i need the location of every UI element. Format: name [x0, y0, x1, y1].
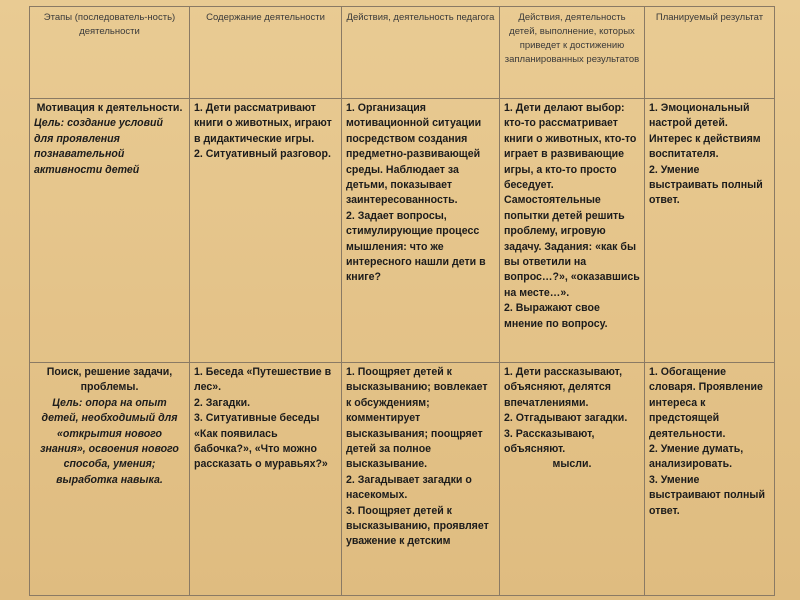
content-item: 2. Ситуативный разговор. [194, 148, 331, 161]
children-item: 2. Отгадывают загадки. [504, 412, 628, 425]
result-cell [645, 99, 775, 363]
children-cell [500, 99, 645, 363]
table-row [30, 363, 775, 596]
header-planned-result: Планируемый результат [645, 7, 775, 99]
result-cell [645, 363, 775, 596]
result-item: 1. Эмоциональный настрой детей. Интерес к действиям воспитателя. [649, 102, 761, 161]
children-item: 2. Выражают свое мнение по вопросу. [504, 302, 608, 330]
content-cell [190, 363, 342, 596]
stage-goal: Цель: создание условий для проявления познавательной активности детей [34, 117, 163, 176]
activity-plan-table [29, 6, 775, 596]
result-item: 3. Умение выстраивают полный ответ. [649, 473, 765, 517]
table-header-row [30, 7, 775, 99]
children-item: 1. Дети делают выбор: кто-то рассматривает книги о животных, кто-то играет в развивающие игры, а кто-то просто беседует. Самостоятельные попытки детей решить проблему, игровую задачу. Задания: «как бы вы ответили на вопрос…?», «оказавшись на месте…». [504, 102, 640, 299]
teacher-item: 1. Поощряет детей к высказыванию; вовлекает к обсуждениям; комментирует высказывания; поощряет детей за полное высказывание. [346, 366, 488, 471]
teacher-item: 3. Поощряет детей к высказыванию, проявляет уважение к детским [346, 504, 489, 548]
stage-goal: Цель: опора на опыт детей, необходимый для «открытия нового знания», освоения нового способа, умения; выработка навыка. [40, 396, 179, 486]
stage-title: Поиск, решение задачи, проблемы. [46, 366, 173, 394]
children-item-tail: мысли. [552, 458, 592, 471]
teacher-cell [342, 99, 500, 363]
children-item: 3. Рассказывают, объясняют. [504, 427, 595, 456]
stage-cell [30, 99, 190, 363]
content-item: 2. Загадки. [194, 396, 251, 409]
teacher-item: 2. Загадывает загадки о насекомых. [346, 473, 472, 502]
children-item: 1. Дети рассказывают, объясняют, делятся впечатлениями. [504, 366, 623, 409]
content-cell [190, 99, 342, 363]
content-item: 1. Беседа «Путешествие в лес». [194, 366, 332, 394]
stage-cell [30, 363, 190, 596]
result-item: 1. Обогащение словаря. Проявление интереса к предстоящей деятельности. [649, 366, 763, 440]
header-children-actions: Действия, деятельность детей, выполнение, которых приведет к достижению запланированных результатов [500, 7, 645, 99]
content-item: 3. Ситуативные беседы «Как появилась бабочка?», «Что можно рассказать о муравьях?» [194, 412, 328, 471]
header-stages: Этапы (последователь-ность) деятельности [30, 7, 190, 99]
header-content: Содержание деятельности [190, 7, 342, 99]
content-item: 1. Дети рассматривают книги о животных, играют в дидактические игры. [194, 102, 332, 145]
teacher-cell [342, 363, 500, 596]
result-item: 2. Умение думать, анализировать. [649, 443, 744, 471]
children-cell [500, 363, 645, 596]
table-row [30, 99, 775, 363]
stage-title: Мотивация к деятельности. [36, 102, 183, 114]
header-teacher-actions: Действия, деятельность педагога [342, 7, 500, 99]
teacher-item: 1. Организация мотивационной ситуации посредством создания предметно-развивающей среды. Наблюдает за детьми, показывает заинтересованность. [346, 102, 482, 207]
result-item: 2. Умение выстраивать полный ответ. [649, 163, 763, 207]
teacher-item: 2. Задает вопросы, стимулирующие процесс мышления: что же интересного нашли дети в книге? [346, 209, 486, 284]
